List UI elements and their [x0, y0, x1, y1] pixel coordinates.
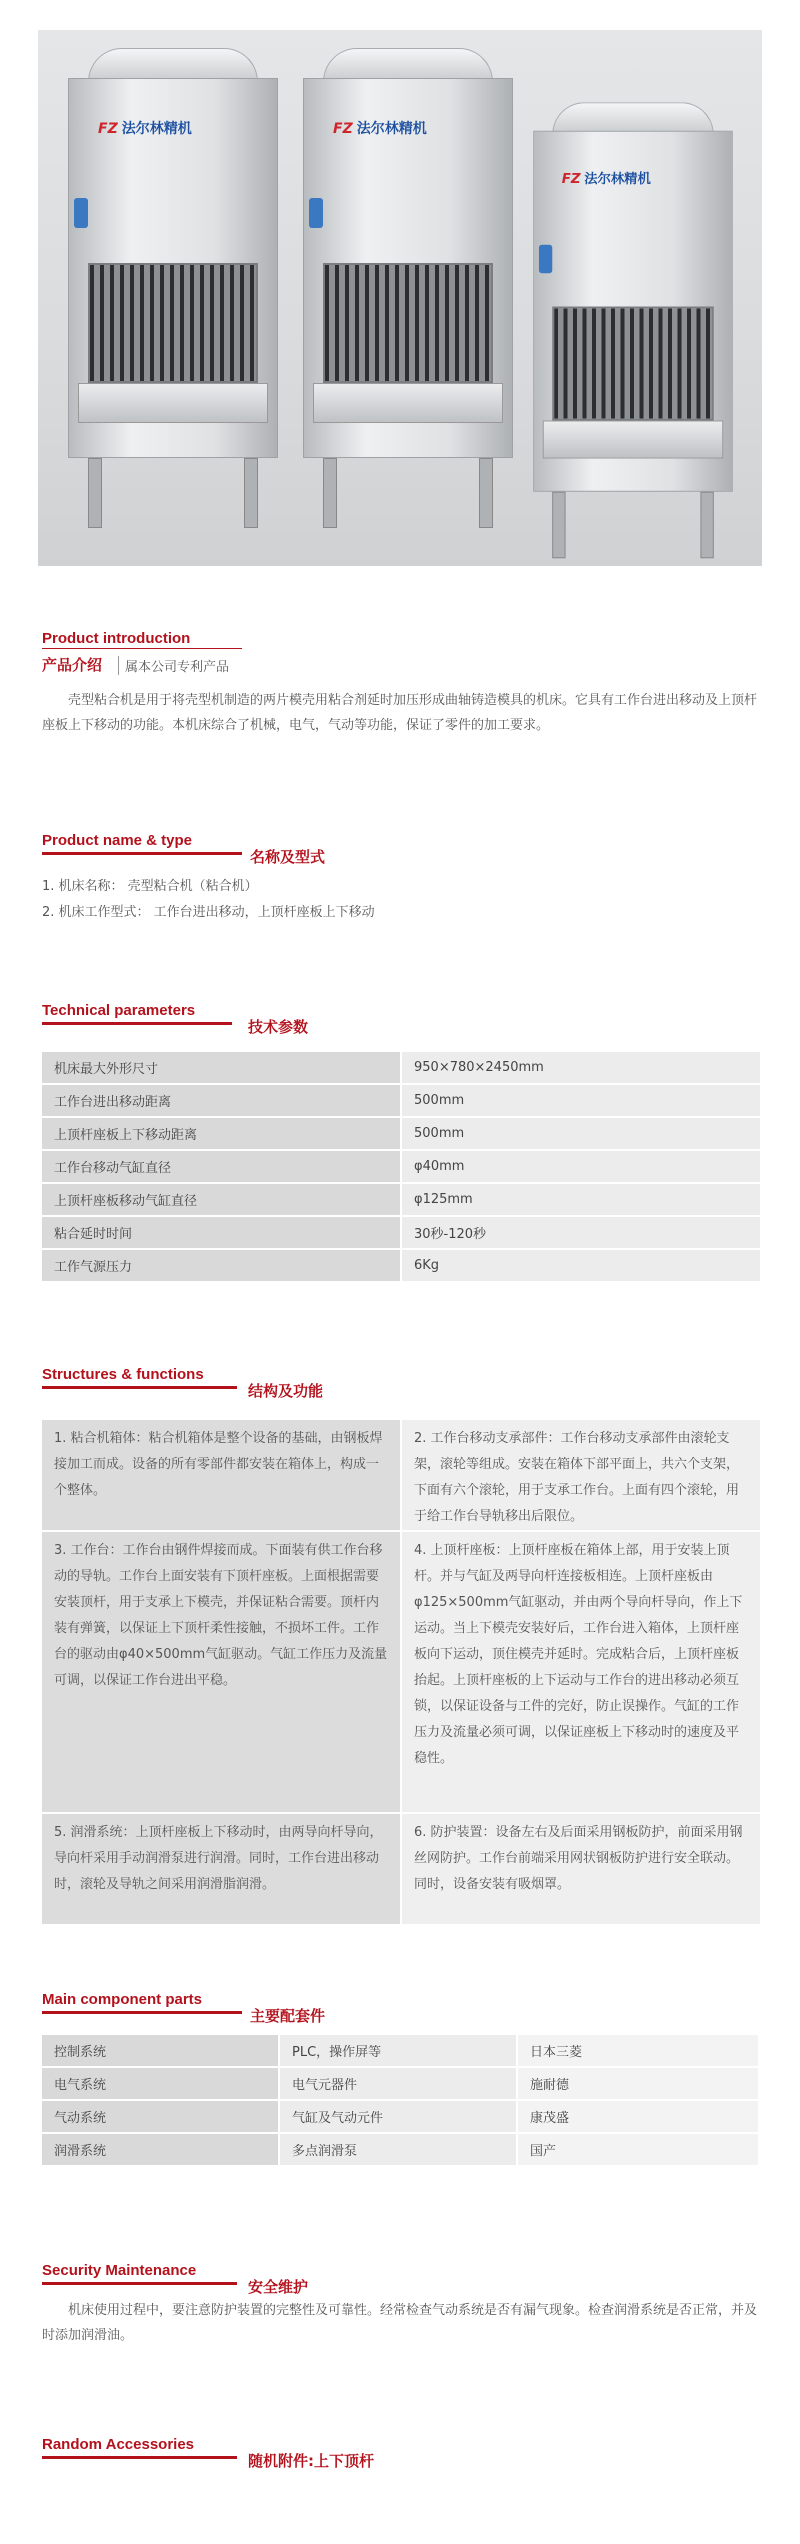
- param-label: 上顶杆座板移动气缸直径: [42, 1184, 402, 1217]
- param-label: 上顶杆座板上下移动距离: [42, 1118, 402, 1151]
- structure-cell: 2. 工作台移动支承部件：工作台移动支承部件由滚轮支架，滚轮等组成。安装在箱体下部平面上，共六个支架，下面有六个滚轮，用于支承工作台。上面有四个滚轮，用于给工作台导轨移出后限位。: [402, 1420, 760, 1530]
- structures-title-cn: 结构及功能: [248, 1382, 324, 1400]
- brand-logo: FZ 法尔林精机: [333, 121, 427, 137]
- system-cell: 电气系统: [42, 2068, 280, 2101]
- structure-cell: 4. 上顶杆座板：上顶杆座板在箱体上部，用于安装上顶杆。并与气缸及两导向杆连接板相连。上顶杆座板由φ125×500mm气缸驱动，并由两个导向杆导向，作上下运动。当上下模壳安装好后，工作台进入箱体，上顶杆座板向下运动，顶住模壳并延时。完成粘合后，上顶杆座板抬起。上顶杆座板的上下运动与工作台的进出移动必须互锁，以保证设备与工件的完好，防止误操作。气缸的工作压力及流量必须可调，以保证座板上下移动时的速度及平稳性。: [402, 1532, 760, 1812]
- structure-cell: 5. 润滑系统：上顶杆座板上下移动时，由两导向杆导向，导向杆采用手动润滑泵进行润滑。同时，工作台进出移动时，滚轮及导轨之间采用润滑脂润滑。: [42, 1814, 400, 1924]
- list-item: 1. 机床名称： 壳型粘合机（粘合机）: [42, 879, 258, 894]
- part-cell: 气缸及气动元件: [280, 2101, 518, 2134]
- brand-cell: 康茂盛: [518, 2101, 760, 2134]
- machine-illustration: [58, 48, 288, 538]
- param-value: φ125mm: [402, 1184, 760, 1217]
- table-row: [42, 2035, 760, 2068]
- accessories-title-en: Random Accessories: [42, 2436, 195, 2453]
- name-type-list: [42, 874, 375, 926]
- table-row: [42, 2101, 760, 2134]
- brand-cell: 日本三菱: [518, 2035, 760, 2068]
- structures-title-en: Structures & functions: [42, 1366, 204, 1383]
- param-label: 工作台移动气缸直径: [42, 1151, 402, 1184]
- divider: [42, 1386, 237, 1389]
- intro-subtitle: 属本公司专利产品: [118, 656, 229, 675]
- table-row: [42, 2134, 760, 2167]
- structure-cell: 1. 粘合机箱体：粘合机箱体是整个设备的基础，由钢板焊接加工而成。设备的所有零部件都安装在箱体上，构成一个整体。: [42, 1420, 400, 1530]
- part-cell: PLC，操作屏等: [280, 2035, 518, 2068]
- machine-illustration: [293, 48, 523, 538]
- param-value: 500mm: [402, 1118, 760, 1151]
- brand-cell: 施耐德: [518, 2068, 760, 2101]
- divider: [42, 2456, 237, 2459]
- list-item: 2. 机床工作型式： 工作台进出移动，上顶杆座板上下移动: [42, 905, 375, 920]
- machine-illustration: [524, 102, 743, 566]
- table-row: [42, 1118, 760, 1151]
- intro-text: 壳型粘合机是用于将壳型机制造的两片模壳用粘合剂延时加压形成曲轴铸造模具的机床。它具有工作台进出移动及上顶杆座板上下移动的功能。本机床综合了机械，电气，气动等功能，保证了零件的加工要求。: [42, 693, 758, 733]
- part-cell: 电气元器件: [280, 2068, 518, 2101]
- product-photo: [38, 30, 762, 566]
- param-value: 500mm: [402, 1085, 760, 1118]
- brand-logo: FZ 法尔林精机: [561, 171, 651, 187]
- components-table: [42, 2035, 760, 2167]
- brand-cell: 国产: [518, 2134, 760, 2167]
- param-value: φ40mm: [402, 1151, 760, 1184]
- param-value: 6Kg: [402, 1250, 760, 1283]
- accessories-title-cn: 随机附件:上下顶杆: [248, 2452, 374, 2470]
- param-value: 950×780×2450mm: [402, 1052, 760, 1085]
- tech-title-en: Technical parameters: [42, 1002, 196, 1019]
- security-title-en: Security Maintenance: [42, 2262, 197, 2279]
- part-cell: 多点润滑泵: [280, 2134, 518, 2167]
- name-type-title-en: Product name & type: [42, 832, 193, 849]
- tech-title-cn: 技术参数: [248, 1018, 309, 1036]
- param-label: 工作台进出移动距离: [42, 1085, 402, 1118]
- divider: [42, 852, 242, 855]
- param-label: 机床最大外形尺寸: [42, 1052, 402, 1085]
- table-row: [42, 1085, 760, 1118]
- table-row: [42, 1217, 760, 1250]
- structure-cell: 6. 防护装置：设备左右及后面采用钢板防护，前面采用钢丝网防护。工作台前端采用网状钢板防护进行安全联动。同时，设备安装有吸烟罩。: [402, 1814, 760, 1924]
- divider: [42, 648, 242, 649]
- divider: [42, 2011, 242, 2014]
- system-cell: 气动系统: [42, 2101, 280, 2134]
- table-row: [42, 1250, 760, 1283]
- system-cell: 润滑系统: [42, 2134, 280, 2167]
- security-text: 机床使用过程中，要注意防护装置的完整性及可靠性。经常检查气动系统是否有漏气现象。检查润滑系统是否正常，并及时添加润滑油。: [42, 2303, 758, 2343]
- components-title-en: Main component parts: [42, 1991, 203, 2008]
- table-row: [42, 1052, 760, 1085]
- param-label: 工作气源压力: [42, 1250, 402, 1283]
- name-type-title-cn: 名称及型式: [250, 848, 326, 866]
- table-row: [42, 1151, 760, 1184]
- table-row: [42, 2068, 760, 2101]
- security-title-cn: 安全维护: [248, 2278, 309, 2296]
- param-value: 30秒-120秒: [402, 1217, 760, 1250]
- intro-title-cn: 产品介绍: [42, 656, 103, 674]
- structure-cell: 3. 工作台：工作台由钢件焊接而成。下面装有供工作台移动的导轨。工作台上面安装有下顶杆座板。上面根据需要安装顶杆，用于支承上下模壳，并保证粘合需要。顶杆内装有弹簧，以保证上下顶杆柔性接触，不损坏工件。工作台的驱动由φ40×500mm气缸驱动。气缸工作压力及流量可调，以保证工作台进出平稳。: [42, 1532, 400, 1812]
- param-label: 粘合延时时间: [42, 1217, 402, 1250]
- brand-logo: FZ 法尔林精机: [98, 121, 192, 137]
- intro-title-en: Product introduction: [42, 630, 191, 647]
- table-row: [42, 1184, 760, 1217]
- system-cell: 控制系统: [42, 2035, 280, 2068]
- components-title-cn: 主要配套件: [250, 2007, 326, 2025]
- tech-table: [42, 1052, 760, 1283]
- divider: [42, 2282, 237, 2285]
- divider: [42, 1022, 232, 1025]
